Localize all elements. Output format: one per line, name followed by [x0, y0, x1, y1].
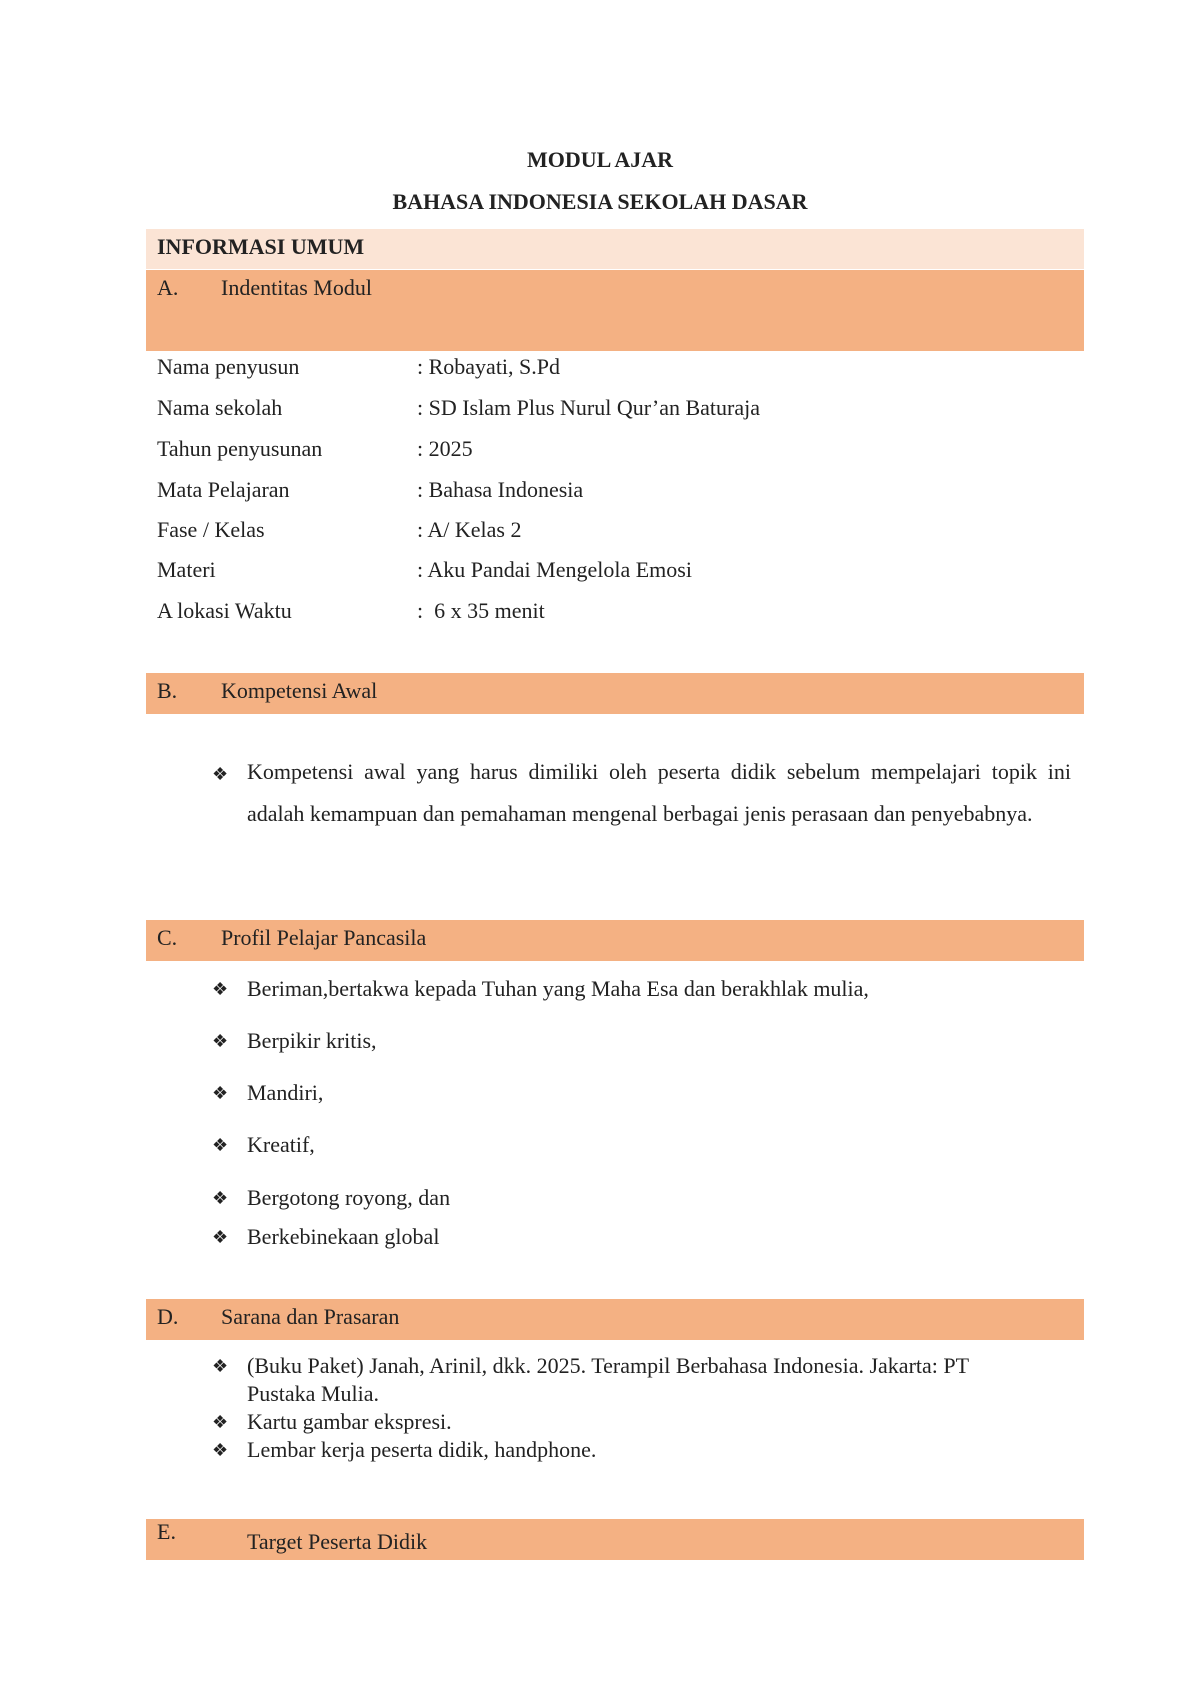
identity-value: : Aku Pandai Mengelola Emosi [417, 557, 692, 582]
section-c-band [146, 920, 1084, 961]
identity-label: A lokasi Waktu [157, 598, 292, 623]
section-a-letter: A. [157, 275, 179, 300]
identity-row [157, 477, 1077, 507]
identity-row [157, 517, 1077, 547]
profile-item: Kreatif, [247, 1132, 315, 1157]
section-a-title: Indentitas Modul [221, 275, 372, 300]
identity-value: : 2025 [417, 436, 473, 461]
identity-value: : Robayati, S.Pd [417, 354, 561, 379]
identity-value: : SD Islam Plus Nurul Qur’an Baturaja [417, 395, 760, 420]
section-d-letter: D. [157, 1304, 179, 1329]
identity-row [157, 598, 1077, 628]
section-c-title: Profil Pelajar Pancasila [221, 925, 427, 950]
facility-item: Lembar kerja peserta didik, handphone. [247, 1437, 597, 1462]
profile-item: Mandiri, [247, 1080, 324, 1105]
identity-row [157, 557, 1077, 587]
facility-item: Kartu gambar ekspresi. [247, 1409, 452, 1434]
profile-item: Berpikir kritis, [247, 1028, 377, 1053]
section-e-band [146, 1519, 1084, 1560]
section-d-title: Sarana dan Prasaran [221, 1304, 400, 1329]
profile-item: Beriman,bertakwa kepada Tuhan yang Maha Esa dan berakhlak mulia, [247, 976, 869, 1001]
diamond-bullet-icon: ❖ [212, 1227, 229, 1247]
facility-item: (Buku Paket) Janah, Arinil, dkk. 2025. Terampil Berbahasa Indonesia. Jakarta: PT [247, 1353, 970, 1378]
section-c-letter: C. [157, 925, 178, 950]
identity-row [157, 436, 1077, 466]
section-b-band [146, 673, 1084, 714]
section-e-letter: E. [157, 1519, 176, 1544]
diamond-bullet-icon: ❖ [212, 1356, 229, 1376]
section-e-title: Target Peserta Didik [247, 1529, 428, 1554]
document-subtitle: BAHASA INDONESIA SEKOLAH DASAR [392, 189, 808, 214]
section-a-band [146, 270, 1084, 351]
info-umum-label: INFORMASI UMUM [157, 234, 365, 259]
diamond-bullet-icon: ❖ [212, 1440, 229, 1460]
identity-label: Fase / Kelas [157, 517, 265, 542]
section-b-title: Kompetensi Awal [221, 678, 378, 703]
identity-label: Nama penyusun [157, 354, 300, 379]
diamond-bullet-icon: ❖ [212, 764, 229, 784]
identity-row [157, 395, 1077, 425]
profile-item: Berkebinekaan global [247, 1224, 440, 1249]
competence-paragraph: Kompetensi awal yang harus dimiliki oleh peserta didik sebelum mempelajari topik ini adalah kemampuan dan pemahaman mengenal berbagai jenis perasaan dan penyebabnya. [247, 759, 1071, 826]
section-b-letter: B. [157, 678, 178, 703]
profile-item: Bergotong royong, dan [247, 1185, 451, 1210]
identity-label: Nama sekolah [157, 395, 283, 420]
diamond-bullet-icon: ❖ [212, 1188, 229, 1208]
identity-row [157, 354, 1077, 384]
identity-label: Mata Pelajaran [157, 477, 290, 502]
document-title: MODUL AJAR [526, 147, 674, 172]
identity-value: : 6 x 35 menit [417, 598, 545, 623]
diamond-bullet-icon: ❖ [212, 1031, 229, 1051]
diamond-bullet-icon: ❖ [212, 979, 229, 999]
section-d-band [146, 1299, 1084, 1340]
diamond-bullet-icon: ❖ [212, 1412, 229, 1432]
facility-item-continued: Pustaka Mulia. [247, 1381, 379, 1406]
diamond-bullet-icon: ❖ [212, 1083, 229, 1103]
identity-label: Materi [157, 557, 216, 582]
identity-label: Tahun penyusunan [157, 436, 323, 461]
identity-value: : A/ Kelas 2 [417, 517, 522, 542]
identity-value: : Bahasa Indonesia [417, 477, 584, 502]
info-umum-band [146, 229, 1084, 269]
diamond-bullet-icon: ❖ [212, 1135, 229, 1155]
